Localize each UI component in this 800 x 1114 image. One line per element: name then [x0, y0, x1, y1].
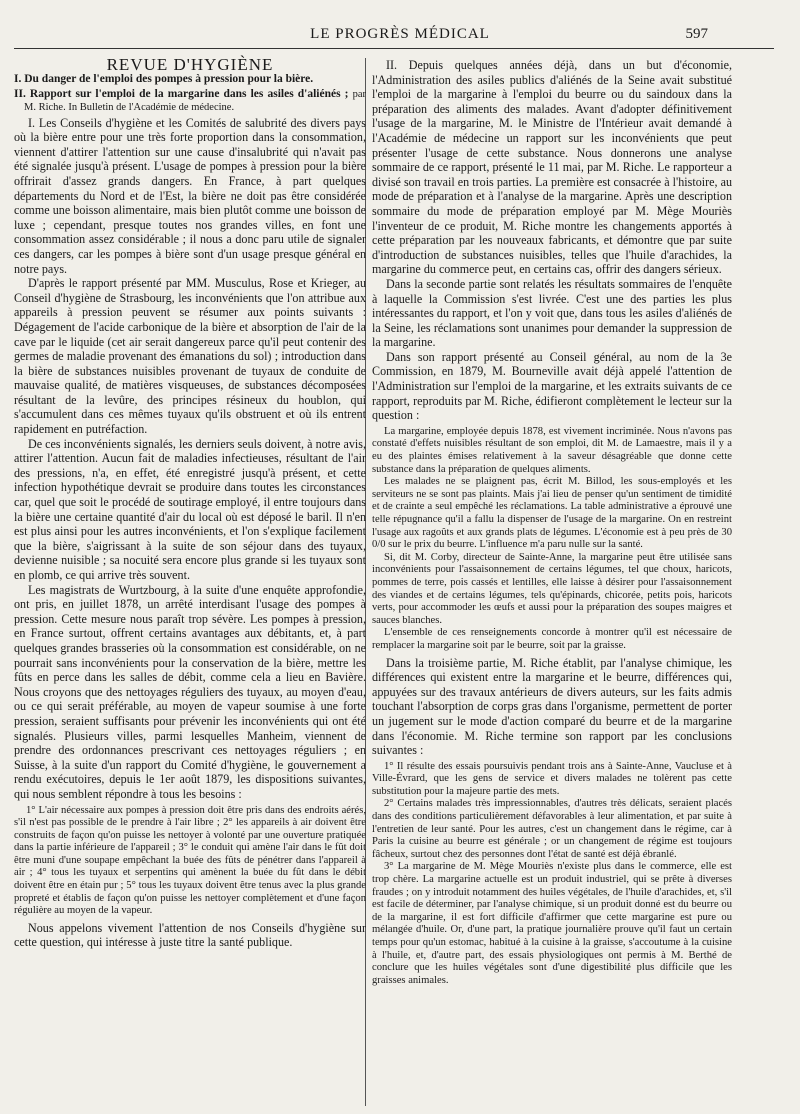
paragraph: Dans son rapport présenté au Conseil général, au nom de la 3e Commission, en 1879, M. Bourneville avait déjà appelé l'attention de l'Administration sur l'emploi de la margarine, et les extraits suivants de ce rapport, reproduits par M. Riche, édifieront complètement le lecteur sur la question :	[372, 349, 732, 423]
conclusion: 2° Certains malades très impressionnables, d'autres très délicats, seraient placés dans des conditions particulièrement défavorables à leur alimentation, et par suite à l'entretien de leur santé. Pour les autres, c'est un changement dans le régime, car à Paris la cuisine au beurre est générale ; or un changement de régime est toujours fâcheux, surtout chez des personnes dont l'état de santé est déjà ébranlé.	[372, 798, 732, 860]
paragraph: Dans la troisième partie, M. Riche établit, par l'analyse chimique, les différences qui existent entre la margarine et le beurre, différences qui, appuyées sur des travaux antérieurs de divers auteurs, sur les faits admis touchant l'absorption de corps gras dans l'organisme, permettent de porter un jugement sur le mode d'action comparé du beurre et de la margarine dans l'économie. M. Riche termine son rapport par les conclusions suivantes :	[372, 655, 732, 758]
quote: L'ensemble de ces renseignements concorde à montrer qu'il est nécessaire de remplacer la margarine soit par le beurre, soit par la graisse.	[372, 627, 732, 651]
paragraph: I. Les Conseils d'hygiène et les Comités de salubrité des divers pays où la bière entre pour une très forte proportion dans la consommation, viennent d'attirer l'attention sur une cause d'insalubrité qui n'avait pas été signalée jusqu'à présent. L'usage de pompes à pression pour la bière offrirait d'assez grands dangers. En France, à part quelques départements du Nord et de l'Est, la bière ne doit pas être considérée comme une boisson alimentaire, mais bien plutôt comme une boisson de luxe ; cependant, presque toutes nos grandes villes, en font une consommation assez considérable ; il nous a donc paru utile de signaler ces dangers, car les pompes à bière sont d'un usage presque général en notre pays.	[14, 115, 366, 276]
right-column	[372, 58, 732, 990]
summary-item-1	[14, 73, 366, 86]
quote: Si, dit M. Corby, directeur de Sainte-Anne, la margarine peut être utilisée sans inconvénients pour l'assaisonnement de certains légumes, tel que choux, haricots, pommes de terre, pois cassés et lentilles, elle laisse à désirer pour l'assaisonnement des viandes et de certains légumes, tels qu'épinards, chicorée, petits pois, haricots verts, pour accommoder les œufs et aussi pour la préparation des soupes maigres et sauces blanches.	[372, 551, 732, 626]
summary-byline: par M. Riche. In Bulletin de l'Académie de médecine.	[24, 88, 366, 113]
paragraph: D'après le rapport présenté par MM. Musculus, Rose et Krieger, au Conseil d'hygiène de Strasbourg, les inconvénients que l'on attribue aux appareils à pression peuvent se résumer aux points suivants : Dégagement de l'acide carbonique de la bière et absorption de l'air de la cave par le liquide (cet air serait dangereux parce qu'il peut contenir des germes de maladie provenant des émanations du sol) ; introduction dans la bière de substances nuisibles provenant de tuyaux de conduite de mauvaise qualité, de matières visqueuses, de substances décomposées résultant de la levûre, des principes résineux du houblon, qui s'accumulent dans ces mêmes tuyaux qu'ils obstruent et où ils entrent rapidement en putréfaction.	[14, 276, 366, 437]
regulation-footnote	[14, 805, 366, 918]
paragraph: Dans la seconde partie sont relatés les résultats sommaires de l'enquête à laquelle la Commission s'est livrée. C'est une des parties les plus intéressantes du rapport, et l'on y voit que, dans tous les asiles d'aliénés de la Seine, les réclamations sont unanimes pour demander la suppression de la margarine.	[372, 276, 732, 350]
summary-item-1-text: I. Du danger de l'emploi des pompes à pression pour la bière.	[14, 72, 314, 85]
summary-item-2-text: II. Rapport sur l'emploi de la margarine dans les asiles d'aliénés ;	[14, 87, 349, 100]
journal-title: LE PROGRÈS MÉDICAL	[310, 26, 490, 42]
conclusion: 3° La margarine de M. Mège Mouriès n'existe plus dans le commerce, elle est trop chère. La margarine actuelle est un produit industriel, qui se prête à diverses fraudes ; on y introduit notamment des huiles végétales, de l'huile d'arachides, et, s'il est facile de déterminer, par l'analyse chimique, si un produit donné est du beurre ou de la margarine, il est fort difficile d'affirmer que cette margarine est pure ou mélangée d'huile. Or, d'une part, la pratique journalière prouve qu'il faut un certain temps pour qu'un estomac, habitué à la cuisine à la graisse, s'accoutume à la cuisine à l'huile, et, d'autre part, des essais physiologiques ont permis à M. Berthé de conclure que les huiles végétales sont d'une digestibilité plus difficile que les graisses animales.	[372, 861, 732, 986]
report-quotes	[372, 426, 732, 653]
paragraph: De ces inconvénients signalés, les derniers seuls doivent, à notre avis, attirer l'attention. Aucun fait de maladies infectieuses, résultant de l'air des pressions, n'a, en effet, été enregistré jusqu'à présent, et cette infection hypothétique devrait se produire dans toutes les circonstances car, quel que soit le procédé de soutirage employé, il entre toujours dans la bière une certaine quantité d'air du local où est déposé le baril. Il n'en est plus ainsi pour les autres inconvénients, et l'on s'explique facilement que la bière, s'aigrissant à la suite de son séjour dans des tuyaux, devienne nuisible ; sa nocuité sera encore plus grande si les tuyaux sont en plomb, ce qui arrive très souvent.	[14, 436, 366, 582]
quote: La margarine, employée depuis 1878, est vivement incriminée. Nous n'avons pas constaté d'effets nuisibles résultant de son emploi, dit M. de Lamaestre, mais il y a eu des plaintes émises relativement à la saveur désagréable que donne cette substance dans la préparation de quelques aliments.	[372, 425, 732, 475]
conclusion: 1° Il résulte des essais poursuivis pendant trois ans à Sainte-Anne, Vaucluse et à Ville-Évrard, que les gens de service et divers malades ne tolèrent pas cette substitution pour la majeure partie des mets.	[372, 760, 732, 797]
page-number: 597	[685, 26, 708, 42]
footnote-text: 1° L'air nécessaire aux pompes à pression doit être pris dans des endroits aérés, s'il n'est pas possible de le prendre à l'air libre ; 2° les appareils à air doivent être construits de façon qu'on puisse les nettoyer à volonté par une ouverture pratiquée dans la partie inférieure de l'appareil ; 3° le conduit qui amène l'air dans le fût doit être muni d'une soupape empêchant la buée des fûts de pénétrer dans l'appareil à air ; 4° tous les tuyaux et serpentins qui amènent la buée du fût dans le débit doivent être en étain pur ; 5° tous les tuyaux doivent être tenus avec la plus grande propreté et établis de façon qu'on puisse les nettoyer complètement et d'une façon régulière au moyen de la vapeur.	[14, 804, 366, 917]
section-title: REVUE D'HYGIÈNE	[106, 55, 274, 74]
summary-item-2	[14, 88, 366, 114]
left-column	[14, 55, 366, 950]
running-head	[0, 26, 800, 48]
header-rule	[14, 48, 774, 49]
paragraph: Les magistrats de Wurtzbourg, à la suite d'une enquête approfondie, ont pris, en juillet 1878, un arrêté interdisant l'usage des pompes à pression. Cette mesure nous paraît trop sévère. Les pompes à pression, en France surtout, offrent certains avantages aux débitants, et, à part quelques grandes brasseries où la consommation est considérable, on ne pourrait sans inconvénients pour la conservation de la bière, mettre les fûts en perce dans les salles de débit, comme cela a lieu en Bavière. Nous croyons que des nettoyages réguliers des tuyaux, au moyen d'eau, ou ce qui serait préférable, au moyen de vapeur soumise à une forte pression, seraient suffisants pour prévenir les inconvénients qui ont été signalés. Plusieurs villes, parmi lesquelles Manheim, viennent de prendre des ordonnances prescrivant ces nettoyages réguliers ; en Suisse, à la suite d'un rapport du Comité d'hygiène, le gouvernement a rendu exécutoires, depuis le 1er août 1879, les dispositions suivantes, qui nous semblent répondre à tous les besoins :	[14, 582, 366, 801]
paragraph: II. Depuis quelques années déjà, dans un but d'économie, l'Administration des asiles publics d'aliénés de la Seine avait substitué l'emploi de la margarine à l'emploi du beurre ou du saindoux dans la préparation des aliments des malades. Avant d'adopter définitivement l'usage de la margarine, M. le Ministre de l'Intérieur avait demandé à l'Académie de médecine un rapport sur les inconvénients que peut présenter l'usage de cette substance. Nous donnerons une analyse sommaire de ce rapport, présenté le 11 mai, par M. Riche. Le rapporteur a divisé son travail en trois parties. La première est consacrée à l'histoire, au mode de préparation et à l'analyse de la margarine. Après une description sommaire du mode de préparation employé par M. Mège Mouriès l'inventeur de ce produit, M. Riche montre les changements apportés à cette préparation par les nouveaux fabricants, et démontre que par suite d'introduction de substances nuisibles, telles que l'huile d'arachides, la margarine du commerce peut, en certains cas, offrir des dangers sérieux.	[372, 58, 732, 277]
quote: Les malades ne se plaignent pas, écrit M. Billod, les sous-employés et les serviteurs ne se sont pas plaints. Mais j'ai lieu de penser qu'un sentiment de timidité et de crainte a seul empêché les réclamations. La table administrative a éprouvé une telle répugnance qu'il a fallu la dispenser de l'usage de la margarine. On en restreint l'usage aux ragoûts et aux grands plats de légumes. L'économie est à peu près de 30 0/0 sur le prix du beurre. L'influence m'a paru nulle sur la santé.	[372, 476, 732, 551]
conclusions	[372, 761, 732, 988]
paragraph: Nous appelons vivement l'attention de nos Conseils d'hygiène sur cette question, qui intéresse à juste titre la santé publique.	[14, 920, 366, 950]
